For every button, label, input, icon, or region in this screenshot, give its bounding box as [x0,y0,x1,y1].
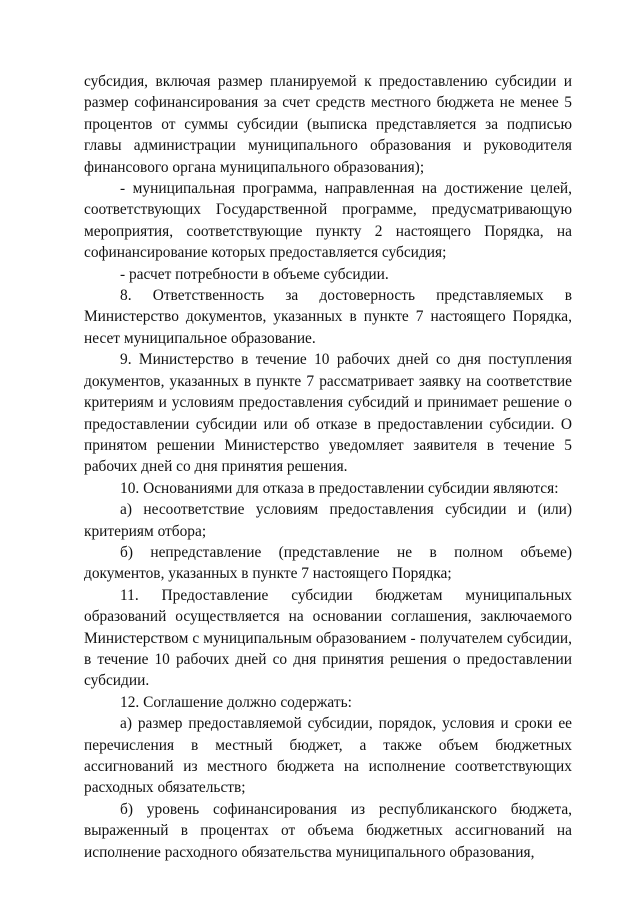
paragraph-item-8: 8. Ответственность за достоверность представляемых в Министерство документов, указанных в пункте 7 настоящего Порядка, несет муниципальное образование. [84,287,572,347]
paragraph-item-12a: а) размер предоставляемой субсидии, порядок, условия и сроки ее перечисления в местный бюджет, а также объем бюджетных ассигнований из местного бюджета на исполнение соответствующих расходных обязательств; [84,715,572,797]
paragraph-item-10a: а) несоответствие условиям предоставления субсидии и (или) критериям отбора; [84,501,572,540]
paragraph-item-12: 12. Соглашение должно содержать: [120,693,352,711]
paragraph-needs-calculation: - расчет потребности в объеме субсидии. [120,265,389,283]
paragraph-item-10b: б) непредставление (представление не в полном объеме) документов, указанных в пункте 7 настоящего Порядка; [84,543,572,583]
document-body [84,71,572,863]
paragraph-municipal-program: - муниципальная программа, направленная на достижение целей, соответствующих Государственной программе, предусматривающую мероприятия, соответствующие пункту 2 настоящего Порядка, на софинансирование которых предоставляется субсидия; [84,180,572,262]
paragraph-continuation: субсидия, включая размер планируемой к предоставлению субсидии и размер софинансирования за счет средств местного бюджета не менее 5 процентов от суммы субсидии (выписка представляется за подписью главы администрации муниципального образования и руководителя финансового органа муниципального образования); [84,73,572,176]
paragraph-item-12b: б) уровень софинансирования из республиканского бюджета, выраженный в процентах от объема бюджетных ассигнований на исполнение расходного обязательства муниципального образования, [84,800,572,861]
paragraph-item-9: 9. Министерство в течение 10 рабочих дней со дня поступления документов, указанных в пункте 7 рассматривает заявку на соответствие критериям и условиям предоставления субсидий и принимает решение о предоставлении субсидии или об отказе в предоставлении субсидии. О принятом решении Министерство уведомляет заявителя в течение 5 рабочих дней со дня принятия решения. [84,351,572,476]
paragraph-item-10: 10. Основаниями для отказа в предоставлении субсидии являются: [120,479,559,497]
paragraph-item-11: 11. Предоставление субсидии бюджетам муниципальных образований осуществляется на основании соглашения, заключаемого Министерством с муниципальным образованием - получателем субсидии, в течение 10 рабочих дней со дня принятия решения о предоставлении субсидии. [84,586,572,690]
